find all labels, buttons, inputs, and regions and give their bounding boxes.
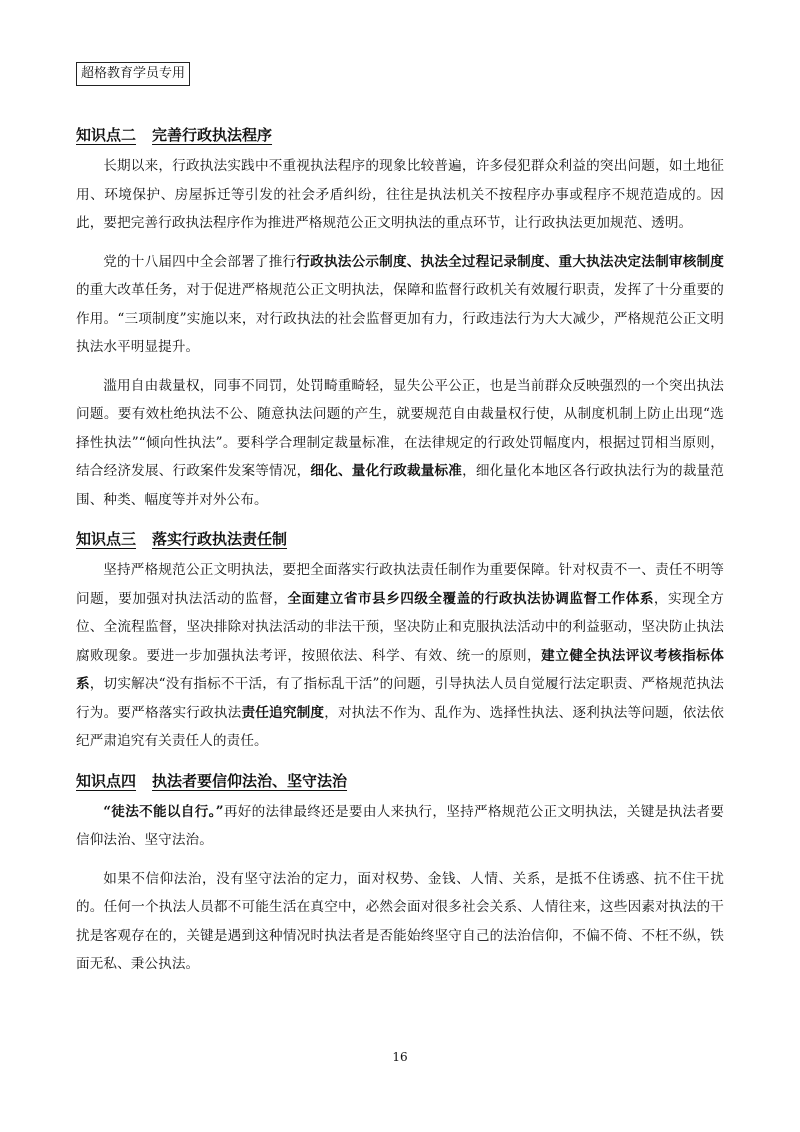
- text-run: 如果不信仰法治，没有坚守法治的定力，面对权势、金钱、人情、关系，是抵不住诱惑、抗不住干扰的。任何一个执法人员都不可能生活在真空中，必然会面对很多社会关系、人情往来，这些因素对执法的干扰是客观存在的，关键是遇到这种情况时执法者是否能始终坚守自己的法治信仰，不偏不倚、不枉不纵，铁面无私、秉公执法。: [76, 870, 724, 972]
- paragraph: [76, 798, 724, 855]
- text-run: ，切实解决“没有指标不干活，有了指标乱干活”的问题，引导执法人员自觉履行法定职责、严格规范执法行为。要严格落实行政执法: [76, 676, 724, 721]
- heading-number: 知识点四: [76, 771, 137, 790]
- section-heading: [76, 124, 724, 146]
- emphasis-text: “徒法不能以自行。”: [103, 803, 224, 820]
- text-run: ，实现全方位、全流程监督，坚决排除对执法活动的非法干预，坚决防止和克服执法活动中的利益驱动，坚决防止执法腐败现象。要进一步加强执法考评，按照依法、科学、有效、统一的原则，: [76, 590, 724, 664]
- section-4: [76, 770, 724, 979]
- paragraph: [76, 248, 724, 362]
- text-run: ，细化量化本地区各行政执法行为的裁量范围、种类、幅度等并对外公布。: [76, 463, 725, 508]
- paragraph: [76, 152, 724, 238]
- text-run: 的重大改革任务，对于促进严格规范公正文明执法，保障和监督行政机关有效履行职责，发挥了十分重要的作用。“三项制度”实施以来，对行政执法的社会监督更加有力，行政违法行为大大减少，严格规范公正文明执法水平明显提升。: [76, 282, 724, 355]
- paragraph: [76, 865, 724, 979]
- heading-title: 完善行政执法程序: [152, 126, 273, 144]
- text-run: 滥用自由裁量权，同事不同罚，处罚畸重畸轻，显失公平公正，也是当前群众反映强烈的一个突出执法问题。要有效杜绝执法不公、随意执法问题的产生，就要规范自由裁量权行使，从制度机制上防止出现“选择性执法”“倾向性执法”。要科学合理制定裁量标准，在法律规定的行政处罚幅度内，根据过罚相当原则，结合经济发展、行政案件发案等情况，: [76, 377, 724, 479]
- paragraph: [76, 372, 724, 515]
- section-3: [76, 528, 724, 756]
- page-number: 16: [392, 1050, 408, 1064]
- section-heading: [76, 770, 724, 792]
- emphasis-text: 全面建立省市县乡四级全覆盖的行政执法协调监督工作体系: [287, 590, 654, 607]
- emphasis-text: 责任追究制度: [241, 704, 325, 721]
- text-run: 党的十八届四中全会部署了推行: [103, 253, 297, 270]
- emphasis-text: 建立健全执法评议考核指标体系: [76, 647, 724, 692]
- heading-title: 执法者要信仰法治、坚守法治: [152, 771, 348, 790]
- paragraph: [76, 556, 724, 756]
- emphasis-text: 行政执法公示制度、执法全过程记录制度、重大执法决定法制审核制度: [296, 253, 724, 270]
- heading-title: 落实行政执法责任制: [152, 530, 288, 548]
- emphasis-text: 细化、量化行政裁量标准: [310, 463, 463, 479]
- section-heading: [76, 528, 724, 550]
- text-run: 坚持严格规范公正文明执法，要把全面落实行政执法责任制作为重要保障。针对权责不一、责任不明等问题，要加强对执法活动的监督，: [76, 562, 724, 607]
- section-2: [76, 124, 724, 514]
- document-body: [76, 124, 724, 993]
- text-run: 再好的法律最终还是要由人来执行，坚持严格规范公正文明执法，关键是执法者要信仰法治、坚守法治。: [76, 803, 724, 848]
- header-label: 超格教育学员专用: [76, 62, 190, 86]
- text-run: ，对执法不作为、乱作为、选择性执法、逐利执法等问题，依法依纪严肃追究有关责任人的责任。: [76, 704, 724, 749]
- heading-number: 知识点二: [76, 126, 137, 144]
- heading-number: 知识点三: [76, 530, 137, 548]
- text-run: 长期以来，行政执法实践中不重视执法程序的现象比较普遍，许多侵犯群众利益的突出问题，如土地征用、环境保护、房屋拆迁等引发的社会矛盾纠纷，往往是执法机关不按程序办事或程序不规范造成的。因此，要把完善行政执法程序作为推进严格规范公正文明执法的重点环节，让行政执法更加规范、透明。: [76, 158, 724, 231]
